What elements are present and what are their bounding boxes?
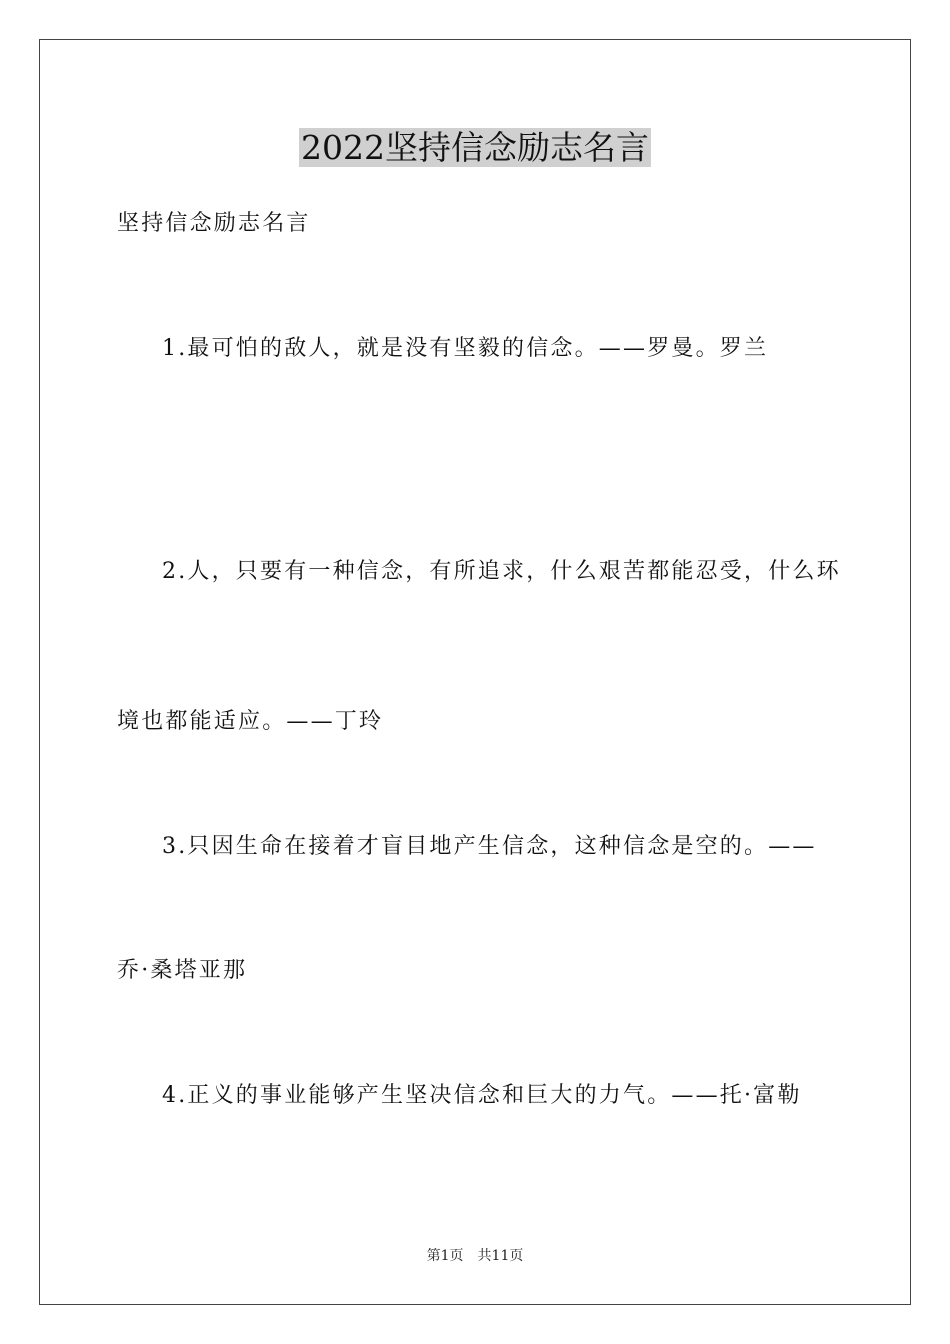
- quote-3-line-1: 3.只因生命在接着才盲目地产生信念，这种信念是空的。——: [162, 834, 817, 859]
- quote-2-line-2: 境也都能适应。——丁玲: [117, 709, 384, 734]
- page-total-label: 共11页: [477, 1248, 524, 1264]
- quote-1-line-1: 1.最可怕的敌人，就是没有坚毅的信念。——罗曼。罗兰: [162, 336, 769, 361]
- document-title-text: 2022坚持信念励志名言: [301, 128, 649, 167]
- quote-2-line-1: 2.人，只要有一种信念，有所追求，什么艰苦都能忍受，什么环: [162, 559, 841, 584]
- document-subtitle: 坚持信念励志名言: [117, 211, 311, 236]
- quote-4-line-1: 4.正义的事业能够产生坚决信念和巨大的力气。——托·富勒: [162, 1083, 802, 1108]
- page-number-label: 第1页: [426, 1248, 464, 1264]
- document-title: [0, 128, 950, 168]
- quote-3-line-2: 乔·桑塔亚那: [117, 958, 248, 983]
- page-footer: [0, 1246, 950, 1266]
